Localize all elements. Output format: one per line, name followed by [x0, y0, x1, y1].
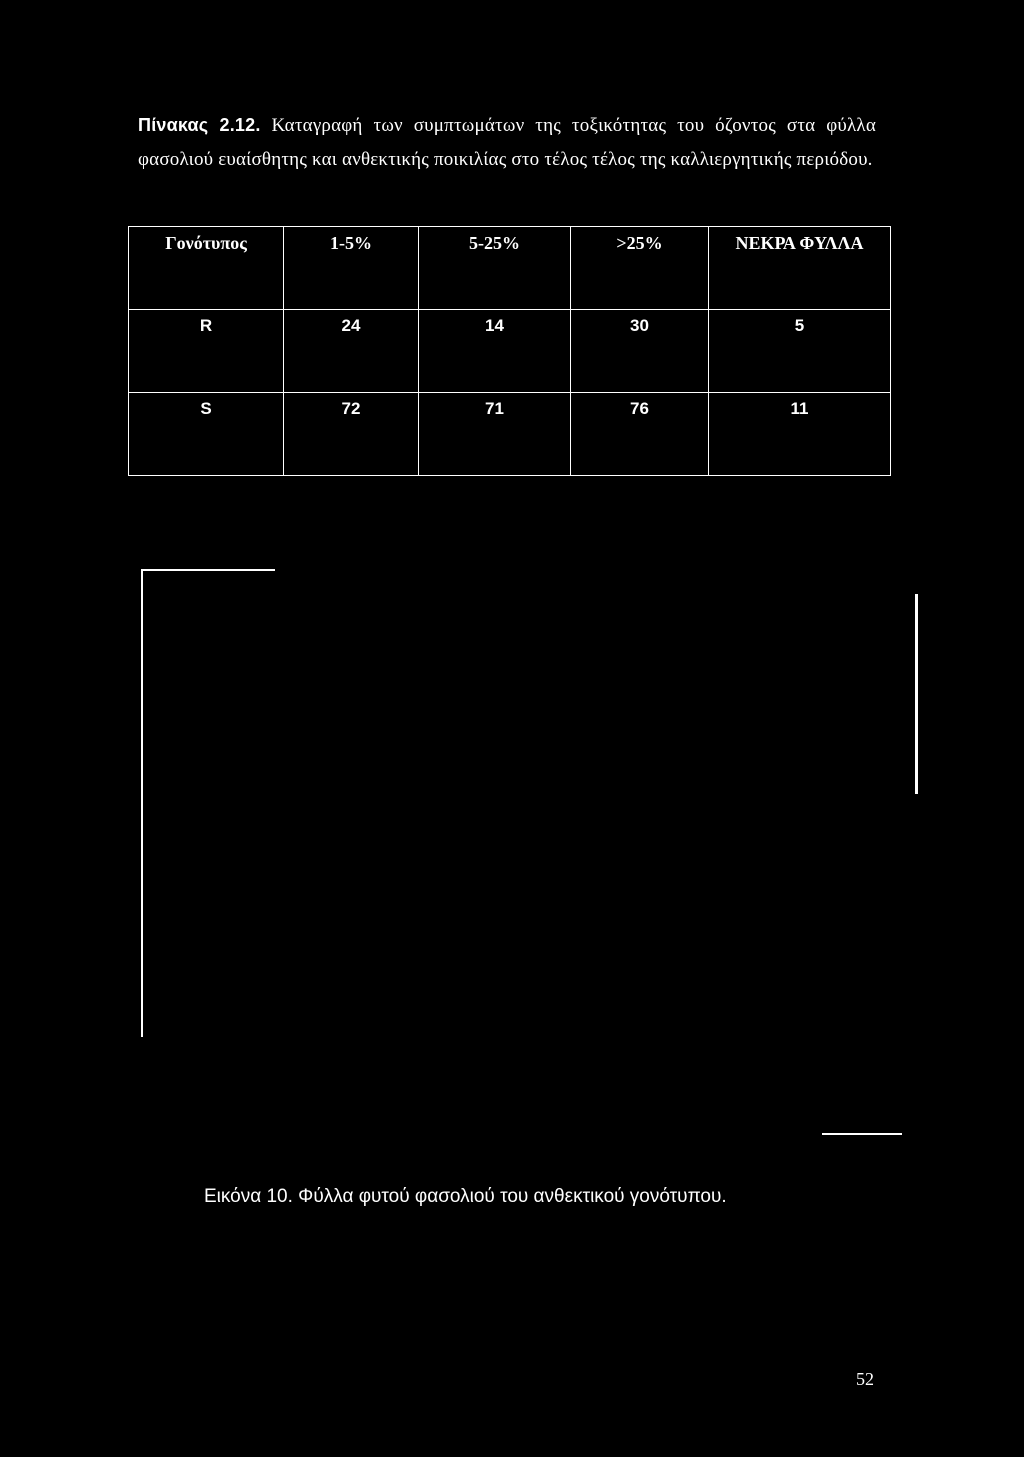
- figure-frame-left-edge: [141, 569, 143, 1037]
- table-cell: S: [129, 393, 284, 476]
- table-cell: 14: [419, 310, 571, 393]
- table-cell: 11: [709, 393, 891, 476]
- table-cell: 72: [284, 393, 419, 476]
- figure-frame-right-edge: [915, 594, 918, 794]
- table-header-row: [129, 227, 891, 310]
- header-5-25-percent: 5-25%: [419, 227, 571, 310]
- header-dead-leaves: ΝΕΚΡΑ ΦΥΛΛΑ: [709, 227, 891, 310]
- figure-frame-bottom-edge: [822, 1133, 902, 1135]
- table-cell: R: [129, 310, 284, 393]
- table-cell: 5: [709, 310, 891, 393]
- table-cell: 76: [571, 393, 709, 476]
- page-number: 52: [856, 1369, 874, 1389]
- table-caption: [138, 108, 876, 177]
- header-over-25-percent: >25%: [571, 227, 709, 310]
- table-caption-text: Καταγραφή των συμπτωμάτων της τοξικότητας του όζοντος στα φύλλα φασολιού ευαίσθητης και ανθεκτικής ποικιλίας στο τέλος τέλος της καλλιεργητικής περιόδου.: [138, 115, 876, 170]
- header-1-5-percent: 1-5%: [284, 227, 419, 310]
- figure-caption: Εικόνα 10. Φύλλα φυτού φασολιού του ανθεκτικού γονότυπου.: [204, 1186, 727, 1207]
- figure-frame-top-edge: [142, 569, 275, 571]
- header-genotype: Γονότυπος: [129, 227, 284, 310]
- table-cell: 24: [284, 310, 419, 393]
- table-caption-label: Πίνακας 2.12.: [138, 115, 261, 135]
- table-row: [129, 310, 891, 393]
- table-row: [129, 393, 891, 476]
- table-cell: 30: [571, 310, 709, 393]
- data-table: [128, 226, 891, 476]
- table-cell: 71: [419, 393, 571, 476]
